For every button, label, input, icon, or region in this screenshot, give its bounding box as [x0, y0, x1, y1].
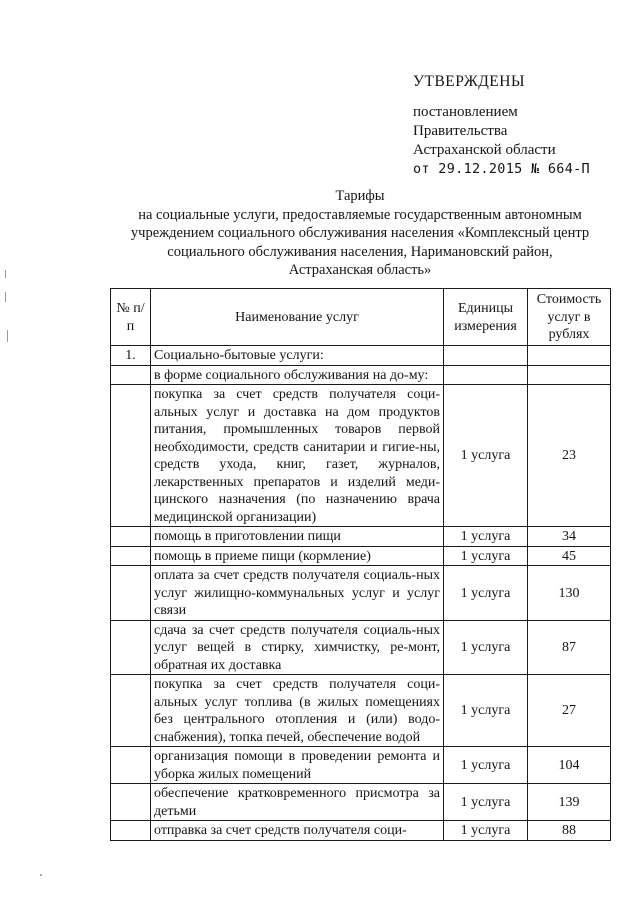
table-row [111, 566, 611, 621]
table-row [111, 346, 611, 366]
row-num [111, 675, 151, 747]
table-row [111, 821, 611, 841]
table-row [111, 546, 611, 566]
row-name: сдача за счет средств получателя социаль-ных услуг вещей в стирку, химчистку, ре-монт, обратная их доставка [151, 620, 444, 675]
table-header-row [111, 289, 611, 346]
tariffs-table [110, 288, 611, 841]
heading-line: Астраханская область» [288, 262, 432, 278]
row-name: помощь в приготовлении пищи [151, 527, 444, 547]
table-row [111, 784, 611, 821]
row-name: помощь в приеме пищи (кормление) [151, 546, 444, 566]
header-name: Наименование услуг [151, 289, 444, 346]
row-num [111, 546, 151, 566]
table-row [111, 385, 611, 527]
scan-mark [7, 330, 8, 342]
approved-line: Астраханской области [413, 142, 556, 158]
row-cost: 88 [528, 821, 611, 841]
heading-title: Тарифы [335, 188, 385, 204]
row-num [111, 527, 151, 547]
row-unit: 1 услуга [444, 527, 528, 547]
header-unit: Единицы измерения [444, 289, 528, 346]
header-cost: Стоимость услуг в рублях [528, 289, 611, 346]
row-name: отправка за счет средств получателя соци- [151, 821, 444, 841]
scan-mark [5, 270, 6, 278]
table-row [111, 620, 611, 675]
row-cost: 23 [528, 385, 611, 527]
row-unit: 1 услуга [444, 675, 528, 747]
table-row [111, 747, 611, 784]
row-name: покупка за счет средств получателя соци-альных услуг и доставка на дом продуктов питания, промышленных товаров первой необходимости, средств санитарии и гигие-ны, средств ухода, книг, газет, журналов, лекарственных препаратов и изделий меди-цинского назначения (по назначению врача медицинской организации) [151, 385, 444, 527]
document-heading [95, 187, 625, 280]
row-unit: 1 услуга [444, 747, 528, 784]
row-num [111, 821, 151, 841]
row-unit: 1 услуга [444, 620, 528, 675]
approved-title: УТВЕРЖДЕНЫ [413, 73, 525, 90]
row-num [111, 747, 151, 784]
heading-line: социального обслуживания населения, Наримановский район, [167, 243, 553, 260]
table-row [111, 675, 611, 747]
row-num [111, 784, 151, 821]
row-name: оплата за счет средств получателя социаль-ных услуг жилищно-коммунальных услуг и услуг связи [151, 566, 444, 621]
row-cost: 139 [528, 784, 611, 821]
row-cost: 45 [528, 546, 611, 566]
row-name: организация помощи в проведении ремонта и уборка жилых помещений [151, 747, 444, 784]
row-cost: 34 [528, 527, 611, 547]
row-cost [528, 346, 611, 366]
scan-mark [5, 292, 6, 302]
header-num: № п/п [111, 289, 151, 346]
row-cost: 104 [528, 747, 611, 784]
row-num [111, 566, 151, 621]
table-row [111, 527, 611, 547]
row-unit: 1 услуга [444, 546, 528, 566]
approved-date: от 29.12.2015 № 664-П [413, 161, 590, 177]
row-unit: 1 услуга [444, 784, 528, 821]
row-num: 1. [111, 346, 151, 366]
row-cost: 27 [528, 675, 611, 747]
table-row [111, 365, 611, 385]
row-unit: 1 услуга [444, 821, 528, 841]
approved-line: Правительства [413, 123, 508, 139]
heading-line: на социальные услуги, предоставляемые государственным автономным [138, 206, 582, 223]
row-name: покупка за счет средств получателя соци-альных услуг топлива (в жилых помещениях без центрального отопления и (или) водо-снабжения), топка печей, обеспечение водой [151, 675, 444, 747]
row-unit: 1 услуга [444, 385, 528, 527]
row-unit [444, 346, 528, 366]
row-cost [528, 365, 611, 385]
row-cost: 87 [528, 620, 611, 675]
row-name: Социально-бытовые услуги: [151, 346, 444, 366]
row-name: в форме социального обслуживания на до-му: [151, 365, 444, 385]
approved-line: постановлением [413, 104, 518, 120]
row-name: обеспечение кратковременного присмотра за детьми [151, 784, 444, 821]
row-num [111, 385, 151, 527]
approval-block [413, 72, 590, 179]
row-unit [444, 365, 528, 385]
scan-dot [40, 874, 42, 876]
heading-line: учреждением социального обслуживания населения «Комплексный центр [130, 225, 590, 241]
row-num [111, 365, 151, 385]
row-num [111, 620, 151, 675]
row-cost: 130 [528, 566, 611, 621]
row-unit: 1 услуга [444, 566, 528, 621]
